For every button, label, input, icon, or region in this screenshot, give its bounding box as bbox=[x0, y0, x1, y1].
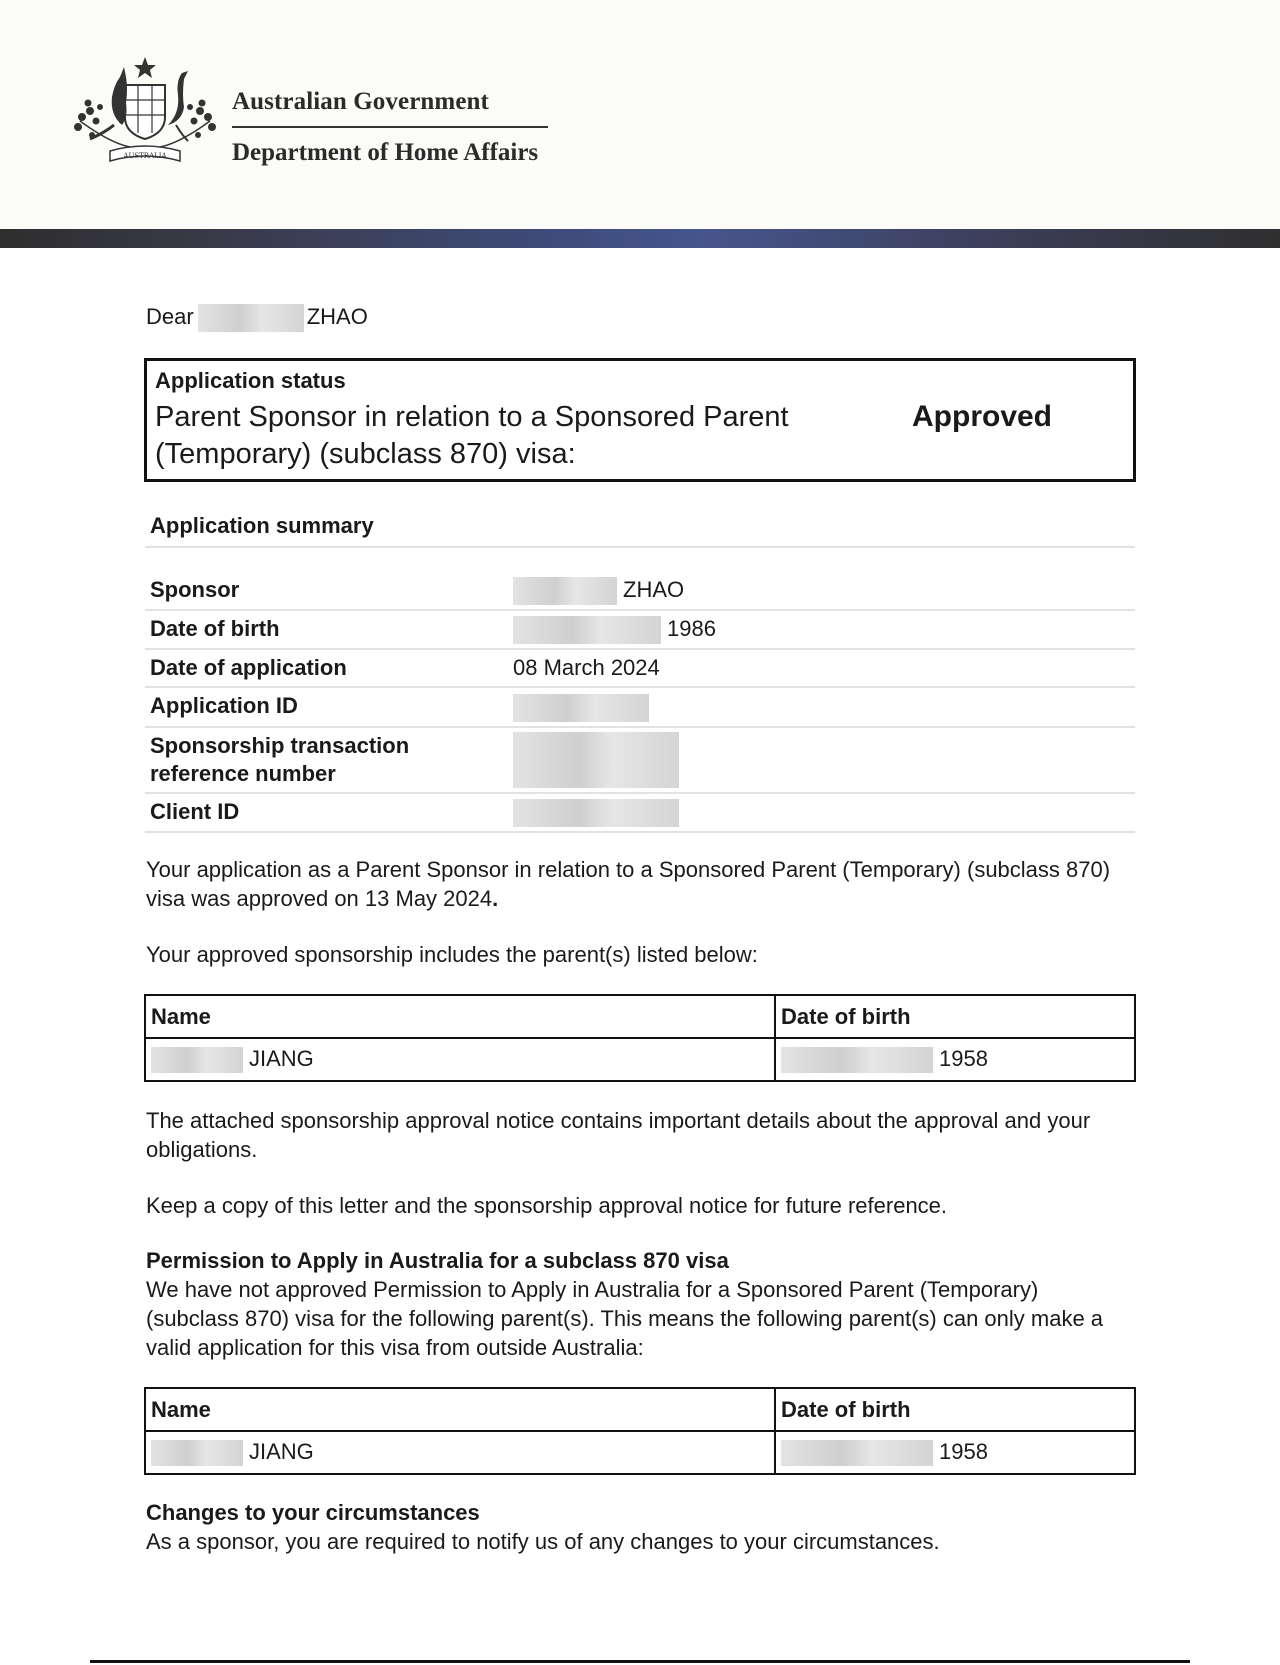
letterhead bbox=[0, 0, 1280, 230]
header-band bbox=[0, 229, 1280, 248]
status-value: Approved bbox=[912, 400, 1053, 433]
redacted-field bbox=[781, 1440, 933, 1466]
dob-header: Date of birth bbox=[775, 995, 1135, 1038]
name-header: Name bbox=[145, 995, 775, 1038]
summary-label: Date of birth bbox=[145, 610, 508, 649]
parent-dob-cell bbox=[775, 1038, 1135, 1081]
summary-label: Date of application bbox=[145, 649, 508, 687]
greeting-surname: ZHAO bbox=[306, 304, 368, 329]
redacted-field bbox=[151, 1047, 243, 1073]
parent-name-cell bbox=[145, 1431, 775, 1474]
summary-divider bbox=[145, 546, 1135, 548]
crest-scroll-text: AUSTRALIA bbox=[123, 152, 167, 160]
summary-row-date-of-application bbox=[145, 649, 1135, 687]
summary-row-transaction-reference bbox=[145, 727, 1135, 793]
parent-surname: JIANG bbox=[249, 1438, 314, 1464]
greeting bbox=[146, 304, 368, 332]
sponsor-surname: ZHAO bbox=[623, 577, 685, 602]
changes-heading: Changes to your circumstances bbox=[146, 1500, 480, 1525]
table-header-row bbox=[145, 1388, 1135, 1431]
summary-value: 08 March 2024 bbox=[508, 649, 1135, 687]
summary-label: Sponsorship transaction reference number bbox=[145, 727, 508, 793]
summary-row-client-id bbox=[145, 793, 1135, 832]
coat-of-arms-icon bbox=[70, 55, 220, 170]
notice-paragraph: The attached sponsorship approval notice contains important details about the approval and your obligations. bbox=[146, 1108, 1091, 1162]
government-name: Australian Government bbox=[232, 88, 489, 115]
redacted-field bbox=[151, 1440, 243, 1466]
changes-text: As a sponsor, you are required to notify us of any changes to your circumstances. bbox=[146, 1529, 940, 1554]
redacted-field bbox=[513, 732, 679, 788]
parent-dob-cell bbox=[775, 1431, 1135, 1474]
summary-row-dob bbox=[145, 610, 1135, 649]
summary-title: Application summary bbox=[150, 513, 374, 538]
includes-paragraph: Your approved sponsorship includes the parent(s) listed below: bbox=[146, 942, 758, 967]
changes-section bbox=[146, 1498, 1136, 1556]
department-name: Department of Home Affairs bbox=[232, 139, 539, 166]
parent-surname: JIANG bbox=[249, 1045, 314, 1071]
summary-row-application-id bbox=[145, 687, 1135, 726]
redacted-field bbox=[513, 577, 617, 605]
summary-label: Application ID bbox=[145, 687, 508, 726]
parent-birth-year: 1958 bbox=[939, 1045, 988, 1071]
footer-divider bbox=[90, 1660, 1190, 1663]
summary-row-sponsor bbox=[145, 572, 1135, 610]
redacted-field bbox=[781, 1047, 933, 1073]
redacted-given-name bbox=[198, 304, 304, 332]
summary-value bbox=[508, 793, 1135, 832]
approval-text: Your application as a Parent Sponsor in relation to a Sponsored Parent (Temporary) (subclass 870) visa was approved on 13 May 2024 bbox=[146, 857, 1111, 911]
application-status-box bbox=[144, 358, 1136, 482]
parent-name-cell bbox=[145, 1038, 775, 1081]
permission-text: We have not approved Permission to Apply in Australia for a Sponsored Parent (Temporary) (subclass 870) visa for the following parent(s). This means the following parent(s) can only make a valid application for this visa from outside Australia: bbox=[146, 1277, 1104, 1360]
table-row bbox=[145, 1038, 1135, 1081]
status-label: Application status bbox=[155, 368, 346, 393]
approval-period: . bbox=[492, 886, 499, 911]
name-header: Name bbox=[145, 1388, 775, 1431]
permission-parents-table bbox=[144, 1387, 1136, 1475]
dob-header: Date of birth bbox=[775, 1388, 1135, 1431]
permission-section bbox=[146, 1246, 1136, 1362]
approval-paragraph bbox=[146, 855, 1136, 913]
summary-value bbox=[508, 572, 1135, 610]
approved-parents-table bbox=[144, 994, 1136, 1082]
greeting-salutation: Dear bbox=[146, 304, 194, 329]
summary-label: Sponsor bbox=[145, 572, 508, 610]
sponsor-birth-year: 1986 bbox=[667, 616, 716, 642]
table-row bbox=[145, 1431, 1135, 1474]
summary-value bbox=[508, 687, 1135, 726]
table-header-row bbox=[145, 995, 1135, 1038]
permission-heading: Permission to Apply in Australia for a subclass 870 visa bbox=[146, 1248, 729, 1273]
summary-value bbox=[508, 610, 1135, 649]
parent-birth-year: 1958 bbox=[939, 1438, 988, 1464]
summary-value bbox=[508, 727, 1135, 793]
summary-label: Client ID bbox=[145, 793, 508, 832]
redacted-field bbox=[513, 694, 649, 722]
keep-copy-paragraph: Keep a copy of this letter and the sponsorship approval notice for future reference. bbox=[146, 1193, 948, 1218]
redacted-field bbox=[513, 799, 679, 827]
letterhead-divider bbox=[232, 126, 548, 128]
status-visa-text: Parent Sponsor in relation to a Sponsored Parent (Temporary) (subclass 870) visa: bbox=[155, 401, 789, 470]
redacted-field bbox=[513, 616, 661, 644]
application-summary-table bbox=[145, 572, 1135, 833]
